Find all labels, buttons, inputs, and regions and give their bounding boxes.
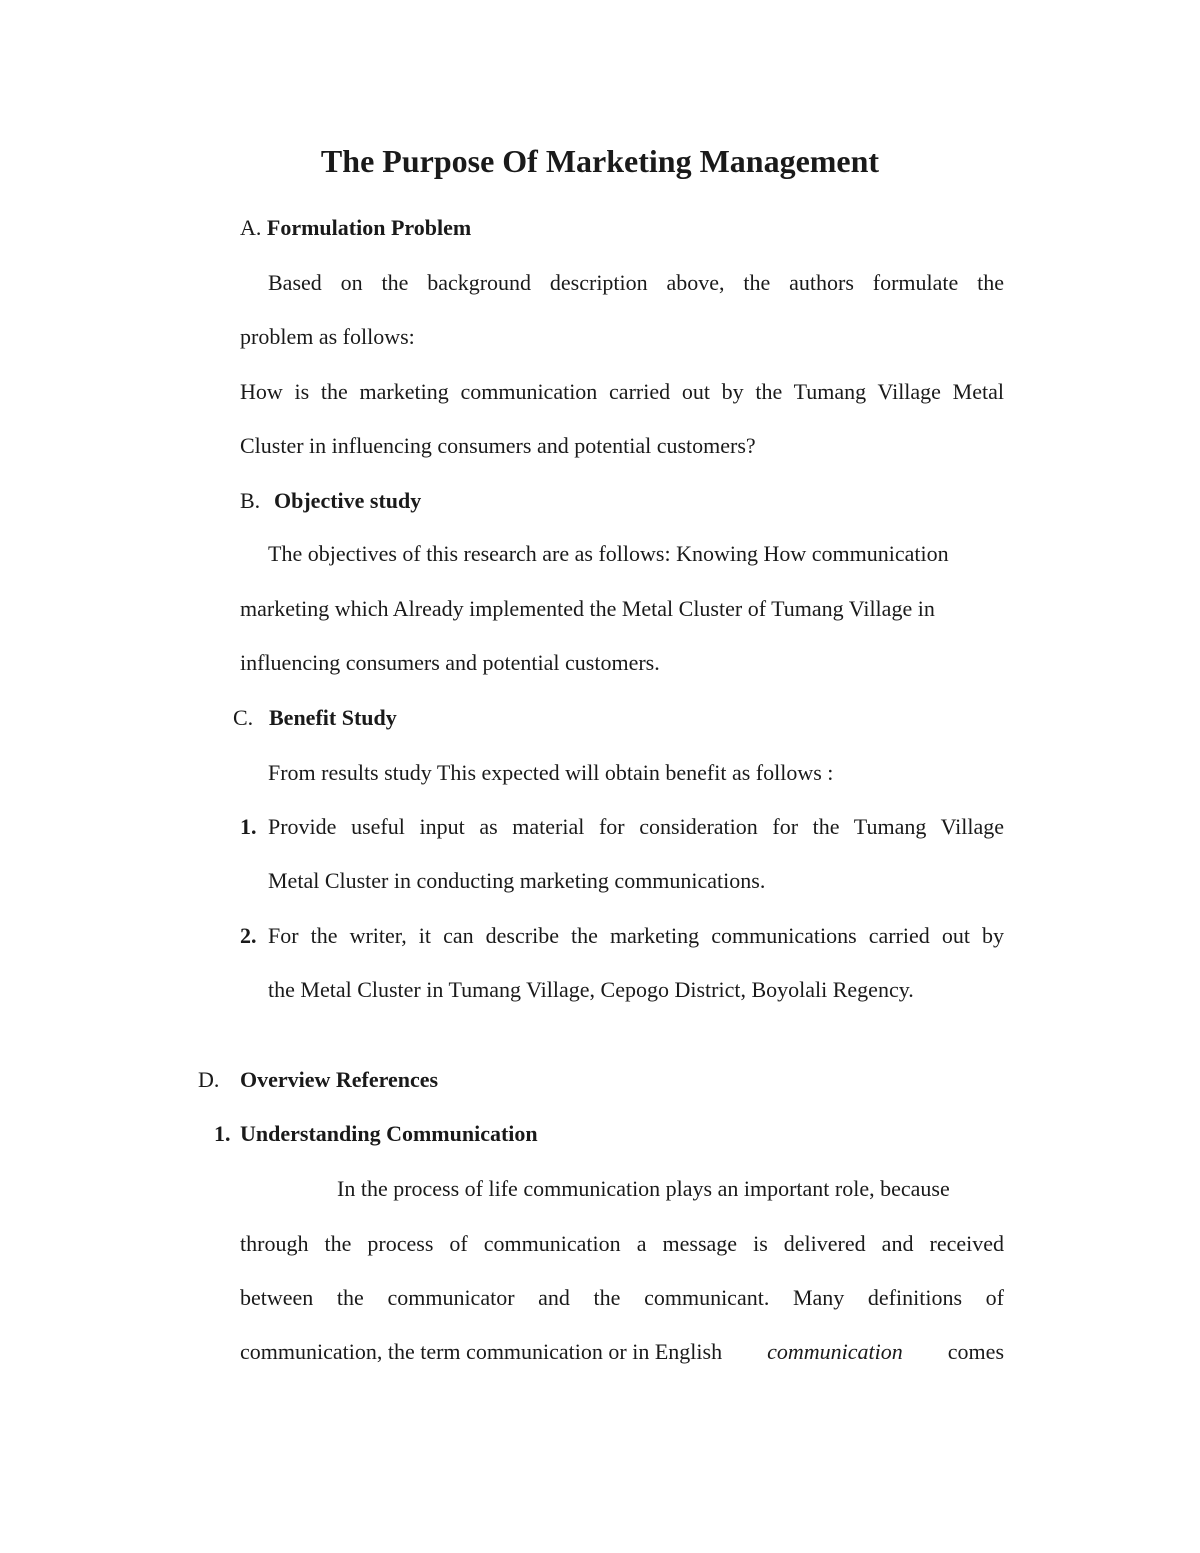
benefit-item-2-line-1: For the writer, it can describe the marketing communications carried out by [268, 923, 1004, 948]
section-b-marker: B. [240, 488, 261, 513]
section-d-heading-row [198, 1065, 438, 1095]
section-d-marker: D. [198, 1067, 220, 1092]
subsection-1-line-4-start: communication, the term communication or in English [240, 1339, 723, 1364]
benefit-item-1-marker: 1. [240, 814, 257, 839]
page-title: The Purpose Of Marketing Management [320, 143, 880, 179]
section-a-heading: Formulation Problem [266, 215, 472, 240]
section-b-paragraph-line-1: The objectives of this research are as follows: Knowing How communication [268, 541, 949, 566]
section-a-marker: A. [240, 215, 262, 240]
section-a-heading-row [240, 213, 471, 243]
subsection-1-line-3: between the communicator and the communicant. Many definitions of [240, 1285, 1004, 1310]
section-b-heading-row [240, 486, 421, 516]
section-a-paragraph-line-2: problem as follows: [240, 324, 415, 349]
subsection-1-line-2: through the process of communication a message is delivered and received [240, 1231, 1004, 1256]
benefit-item-1-line-2: Metal Cluster in conducting marketing communications. [268, 868, 766, 893]
subsection-1-line-4 [240, 1337, 1004, 1367]
section-b-paragraph-line-2: marketing which Already implemented the Metal Cluster of Tumang Village in [240, 596, 935, 621]
benefit-item-2-line-2: the Metal Cluster in Tumang Village, Cepogo District, Boyolali Regency. [268, 977, 914, 1002]
subsection-1-heading-row [214, 1119, 538, 1149]
section-a-paragraph-line-1: Based on the background description above, the authors formulate the [268, 270, 1004, 295]
section-c-intro: From results study This expected will obtain benefit as follows : [268, 760, 834, 785]
subsection-1-line-4-end: comes [947, 1339, 1004, 1364]
section-c-heading-row [233, 703, 397, 733]
section-a-question-line-1: How is the marketing communication carried out by the Tumang Village Metal [240, 379, 1004, 404]
benefit-item-1-line-1: Provide useful input as material for consideration for the Tumang Village [268, 814, 1004, 839]
section-a-question-line-2: Cluster in influencing consumers and potential customers? [240, 433, 756, 458]
subsection-1-heading: Understanding Communication [240, 1121, 538, 1146]
section-d-heading: Overview References [240, 1067, 439, 1092]
subsection-1-line-4-italic: communication [767, 1339, 903, 1364]
subsection-1-line-1: In the process of life communication plays an important role, because [337, 1176, 950, 1201]
section-c-heading: Benefit Study [269, 705, 397, 730]
section-b-heading: Objective study [274, 488, 422, 513]
subsection-1-marker: 1. [214, 1121, 231, 1146]
benefit-item-2-marker: 2. [240, 923, 257, 948]
section-b-paragraph-line-3: influencing consumers and potential customers. [240, 650, 660, 675]
section-c-marker: C. [233, 705, 254, 730]
